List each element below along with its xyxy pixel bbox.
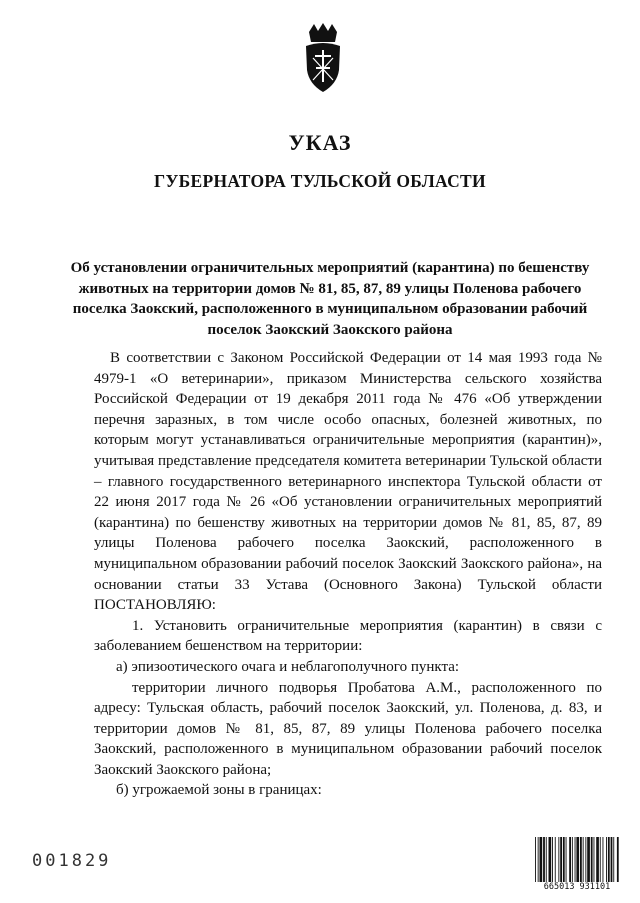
barcode-bar [591, 837, 593, 883]
barcode-bar [549, 837, 552, 883]
barcode-bar [587, 837, 590, 883]
barcode-bar [585, 837, 586, 883]
coat-of-arms-emblem [303, 22, 343, 94]
barcode-bar [617, 837, 619, 883]
barcode-bar [611, 837, 613, 883]
barcode-bar [538, 837, 539, 883]
preamble-paragraph: В соответствии с Законом Российской Федерации от 14 мая 1993 года № 4979-1 «О ветеринарии», приказом Министерства сельского хозяйства Российской Федерации от 19 декабря 2011 года № 476 «Об утверждении перечня заразных, в том числе особо опасных, болезней животных, по которым могут устанавливаться ограничительные мероприятия (карантин)», учитывая представление председателя комитета ветеринарии Тульской области – главного государственного ветеринарного инспектора Тульской области от 22 июня 2017 года № 26 «Об установлении ограничительных мероприятий (карантина) по бешенству животных на территории домов № 81, 85, 87, 89 улицы Поленова рабочего поселка Заокский, расположенного в муниципальном образовании рабочий поселок Заокский Заокского района», на основании статьи 33 Устава (Основного Закона) Тульской области ПОСТАНОВЛЯЮ: [94, 350, 602, 614]
document-body [94, 348, 602, 801]
barcode-number: 665013 931101 [534, 882, 620, 892]
item-1a-text-paragraph: территории личного подворья Пробатова А.М., расположенного по адресу: Тульская область, рабочий поселок Заокский, ул. Поленова, д. 83, и территории домов № 81, 85, 87, 89 улицы Поленова рабочего поселка Заокский, расположенного в муниципальном образовании рабочий поселок Заокский Заокского района; [94, 679, 602, 778]
barcode-bar [583, 837, 584, 883]
barcode-bar [575, 837, 576, 883]
barcode-bar [608, 837, 610, 883]
barcode-bar [543, 837, 545, 883]
barcode-bar [552, 837, 553, 883]
item-1b-paragraph: б) угрожаемой зоны в границах: [116, 782, 322, 799]
item-1-paragraph: 1. Установить ограничительные мероприятия (карантин) в связи с заболеванием бешенством на территории: [94, 617, 602, 655]
barcode-bar [600, 837, 601, 883]
barcode-bar [540, 837, 543, 883]
barcode-bar [555, 837, 556, 883]
barcode-bar [566, 837, 567, 883]
barcode-bar [580, 837, 582, 883]
barcode-bar [535, 837, 536, 883]
document-subject: Об установлении ограничительных мероприятий (карантина) по бешенству животных на территории домов № 81, 85, 87, 89 улицы Поленова рабочего поселка Заокский, расположенного в муниципальном образовании рабочий поселок Заокский Заокского района [70, 260, 590, 338]
document-type: УКАЗ [288, 130, 352, 155]
barcode-bar [576, 837, 579, 883]
item-1a-paragraph: а) эпизоотического очага и неблагополучного пункта: [116, 658, 460, 675]
serial-number: 001829 [32, 851, 112, 871]
barcode-bar [606, 837, 607, 883]
barcode-bar [596, 837, 599, 883]
barcode-bar [594, 837, 595, 883]
barcode-bar [558, 837, 559, 883]
barcode-bar [563, 837, 565, 883]
issuer-title: ГУБЕРНАТОРА ТУЛЬСКОЙ ОБЛАСТИ [154, 171, 486, 191]
barcode-bar [560, 837, 562, 883]
barcode-bar [603, 837, 604, 883]
barcode-bar [613, 837, 614, 883]
barcode-bar [572, 837, 573, 883]
barcode-bar [569, 837, 571, 883]
barcode-bar [546, 837, 547, 883]
